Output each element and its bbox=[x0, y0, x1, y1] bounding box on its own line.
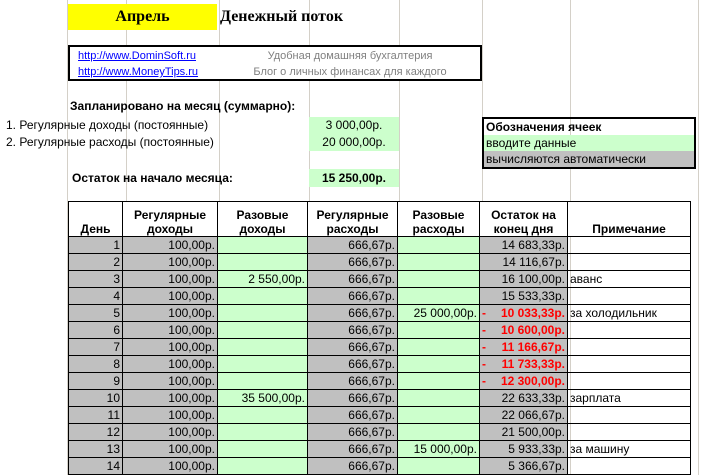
regular-expense-cell[interactable]: 666,67р. bbox=[308, 356, 398, 373]
link-row bbox=[70, 48, 480, 64]
table-row bbox=[69, 441, 691, 458]
onetime-expense-cell[interactable]: 15 000,00р. bbox=[398, 441, 480, 458]
day-cell[interactable]: 4 bbox=[69, 288, 123, 305]
onetime-income-cell[interactable] bbox=[218, 322, 308, 339]
regular-income-cell[interactable]: 100,00р. bbox=[123, 373, 218, 390]
day-cell[interactable]: 11 bbox=[69, 407, 123, 424]
regular-expense-cell[interactable]: 666,67р. bbox=[308, 271, 398, 288]
onetime-income-cell[interactable]: 2 550,00р. bbox=[218, 271, 308, 288]
header-note[interactable]: Примечание bbox=[568, 202, 691, 237]
regular-income-cell[interactable]: 100,00р. bbox=[123, 407, 218, 424]
onetime-income-cell[interactable] bbox=[218, 339, 308, 356]
sheet-title[interactable]: Денежный поток bbox=[220, 8, 344, 25]
table-row bbox=[69, 458, 691, 475]
regular-expense-cell[interactable]: 666,67р. bbox=[308, 322, 398, 339]
table-row bbox=[69, 322, 691, 339]
table-row bbox=[69, 254, 691, 271]
day-cell[interactable]: 13 bbox=[69, 441, 123, 458]
regular-expense-cell[interactable]: 666,67р. bbox=[308, 458, 398, 475]
end-balance-cell[interactable]: 15 533,33р. bbox=[480, 288, 568, 305]
day-cell[interactable]: 10 bbox=[69, 390, 123, 407]
header-regular-expense[interactable]: Регулярные расходы bbox=[308, 202, 398, 237]
note-cell[interactable]: зарплата bbox=[568, 390, 691, 407]
regular-income-cell[interactable]: 100,00р. bbox=[123, 339, 218, 356]
balance-value: 10 033,33р. bbox=[500, 306, 565, 320]
regular-expense-cell[interactable]: 666,67р. bbox=[308, 373, 398, 390]
negative-sign: - bbox=[482, 357, 486, 371]
onetime-expense-cell[interactable] bbox=[398, 322, 480, 339]
onetime-income-cell[interactable] bbox=[218, 288, 308, 305]
end-balance-cell[interactable]: 22 066,67р. bbox=[480, 407, 568, 424]
regular-expense-cell[interactable]: 666,67р. bbox=[308, 305, 398, 322]
table-row bbox=[69, 271, 691, 288]
day-cell[interactable]: 8 bbox=[69, 356, 123, 373]
dominsoft-link[interactable]: http://www.DominSoft.ru bbox=[78, 50, 196, 62]
day-cell[interactable]: 6 bbox=[69, 322, 123, 339]
onetime-expense-cell[interactable] bbox=[398, 407, 480, 424]
balance-value-cell[interactable]: 15 250,00р. bbox=[309, 169, 399, 187]
table-row bbox=[69, 237, 691, 254]
note-cell[interactable] bbox=[568, 254, 691, 271]
table-row bbox=[69, 339, 691, 356]
table-header-row bbox=[69, 202, 691, 237]
regular-income-cell[interactable]: 100,00р. bbox=[123, 322, 218, 339]
onetime-expense-cell[interactable]: 25 000,00р. bbox=[398, 305, 480, 322]
end-balance-cell[interactable] bbox=[480, 322, 568, 339]
onetime-income-cell[interactable] bbox=[218, 305, 308, 322]
table-row bbox=[69, 288, 691, 305]
header-regular-income[interactable]: Регулярные доходы bbox=[123, 202, 218, 237]
end-balance-cell[interactable]: 22 633,33р. bbox=[480, 390, 568, 407]
regular-income-cell[interactable]: 100,00р. bbox=[123, 237, 218, 254]
onetime-income-cell[interactable] bbox=[218, 424, 308, 441]
onetime-expense-cell[interactable] bbox=[398, 288, 480, 305]
note-cell[interactable] bbox=[568, 356, 691, 373]
table-row bbox=[69, 305, 691, 322]
onetime-expense-cell[interactable] bbox=[398, 424, 480, 441]
note-cell[interactable]: аванс bbox=[568, 271, 691, 288]
note-cell[interactable] bbox=[568, 237, 691, 254]
balance-value: 11 733,33р. bbox=[501, 357, 565, 371]
end-balance-cell[interactable]: 14 116,67р. bbox=[480, 254, 568, 271]
legend-auto-cell[interactable]: вычисляются автоматически bbox=[484, 151, 694, 167]
note-cell[interactable] bbox=[568, 373, 691, 390]
onetime-income-cell[interactable] bbox=[218, 356, 308, 373]
table-row bbox=[69, 390, 691, 407]
regular-income-cell[interactable]: 100,00р. bbox=[123, 254, 218, 271]
day-cell[interactable]: 1 bbox=[69, 237, 123, 254]
onetime-income-cell[interactable]: 35 500,00р. bbox=[218, 390, 308, 407]
table-row bbox=[69, 424, 691, 441]
table-row bbox=[69, 407, 691, 424]
note-cell[interactable] bbox=[568, 288, 691, 305]
negative-sign: - bbox=[482, 340, 486, 354]
note-cell[interactable] bbox=[568, 424, 691, 441]
header-day[interactable]: День bbox=[69, 202, 123, 237]
month-title[interactable]: Апрель bbox=[68, 4, 217, 30]
note-cell[interactable]: за машину bbox=[568, 441, 691, 458]
balance-value: 11 166,67р. bbox=[501, 340, 565, 354]
onetime-expense-cell[interactable] bbox=[398, 356, 480, 373]
end-balance-cell[interactable] bbox=[480, 356, 568, 373]
link-description: Блог о личных финансах для каждого bbox=[253, 66, 447, 78]
end-balance-cell[interactable]: 5 366,67р. bbox=[480, 458, 568, 475]
end-balance-cell[interactable]: 16 100,00р. bbox=[480, 271, 568, 288]
onetime-income-cell[interactable] bbox=[218, 407, 308, 424]
onetime-income-cell[interactable] bbox=[218, 237, 308, 254]
onetime-expense-cell[interactable] bbox=[398, 390, 480, 407]
end-balance-cell[interactable] bbox=[480, 339, 568, 356]
regular-expense-cell[interactable]: 666,67р. bbox=[308, 254, 398, 271]
legend-title[interactable]: Обозначения ячеек bbox=[486, 120, 602, 134]
income-label[interactable]: 1. Регулярные доходы (постоянные) bbox=[6, 118, 209, 132]
regular-income-cell[interactable]: 100,00р. bbox=[123, 424, 218, 441]
day-cell[interactable]: 5 bbox=[69, 305, 123, 322]
table-row bbox=[69, 356, 691, 373]
end-balance-cell[interactable]: 14 683,33р. bbox=[480, 237, 568, 254]
end-balance-cell[interactable] bbox=[480, 305, 568, 322]
expense-label[interactable]: 2. Регулярные расходы (постоянные) bbox=[6, 135, 214, 149]
table-row bbox=[69, 373, 691, 390]
day-cell[interactable]: 12 bbox=[69, 424, 123, 441]
regular-income-cell[interactable]: 100,00р. bbox=[123, 305, 218, 322]
legend-box bbox=[482, 117, 696, 169]
header-onetime-expense[interactable]: Разовые расходы bbox=[398, 202, 480, 237]
day-cell[interactable]: 3 bbox=[69, 271, 123, 288]
day-cell[interactable]: 9 bbox=[69, 373, 123, 390]
regular-income-cell[interactable]: 100,00р. bbox=[123, 356, 218, 373]
negative-sign: - bbox=[482, 323, 486, 337]
income-value-cell[interactable]: 3 000,00р. bbox=[309, 117, 399, 134]
onetime-income-cell[interactable] bbox=[218, 373, 308, 390]
onetime-expense-cell[interactable] bbox=[398, 373, 480, 390]
onetime-income-cell[interactable] bbox=[218, 441, 308, 458]
balance-value: 10 600,00р. bbox=[500, 323, 565, 337]
note-cell[interactable] bbox=[568, 339, 691, 356]
note-cell[interactable] bbox=[568, 407, 691, 424]
onetime-expense-cell[interactable] bbox=[398, 237, 480, 254]
regular-expense-cell[interactable]: 666,67р. bbox=[308, 288, 398, 305]
end-balance-cell[interactable]: 21 500,00р. bbox=[480, 424, 568, 441]
onetime-income-cell[interactable] bbox=[218, 458, 308, 475]
regular-expense-cell[interactable]: 666,67р. bbox=[308, 339, 398, 356]
note-cell[interactable] bbox=[568, 322, 691, 339]
header-onetime-income[interactable]: Разовые доходы bbox=[218, 202, 308, 237]
regular-expense-cell[interactable]: 666,67р. bbox=[308, 390, 398, 407]
regular-expense-cell[interactable]: 666,67р. bbox=[308, 424, 398, 441]
onetime-expense-cell[interactable] bbox=[398, 339, 480, 356]
legend-input-cell[interactable]: вводите данные bbox=[484, 135, 694, 151]
day-cell[interactable]: 7 bbox=[69, 339, 123, 356]
regular-expense-cell[interactable]: 666,67р. bbox=[308, 407, 398, 424]
onetime-expense-cell[interactable] bbox=[398, 271, 480, 288]
onetime-income-cell[interactable] bbox=[218, 254, 308, 271]
regular-income-cell[interactable]: 100,00р. bbox=[123, 441, 218, 458]
onetime-expense-cell[interactable] bbox=[398, 458, 480, 475]
onetime-expense-cell[interactable] bbox=[398, 254, 480, 271]
regular-expense-cell[interactable]: 666,67р. bbox=[308, 441, 398, 458]
cashflow-table bbox=[68, 201, 691, 475]
negative-sign: - bbox=[482, 374, 486, 388]
regular-income-cell[interactable]: 100,00р. bbox=[123, 288, 218, 305]
day-cell[interactable]: 2 bbox=[69, 254, 123, 271]
note-cell[interactable] bbox=[568, 458, 691, 475]
end-balance-cell[interactable] bbox=[480, 373, 568, 390]
moneytips-link[interactable]: http://www.MoneyTips.ru bbox=[78, 66, 199, 78]
regular-income-cell[interactable]: 100,00р. bbox=[123, 271, 218, 288]
balance-label[interactable]: Остаток на начало месяца: bbox=[72, 171, 233, 185]
plan-heading[interactable]: Запланировано на месяц (суммарно): bbox=[70, 99, 296, 113]
regular-income-cell[interactable]: 100,00р. bbox=[123, 390, 218, 407]
end-balance-cell[interactable]: 5 933,33р. bbox=[480, 441, 568, 458]
day-cell[interactable]: 14 bbox=[69, 458, 123, 475]
note-cell[interactable]: за холодильник bbox=[568, 305, 691, 322]
negative-sign: - bbox=[482, 306, 486, 320]
link-row bbox=[70, 64, 480, 80]
link-description: Удобная домашняя бухгалтерия bbox=[267, 50, 433, 62]
expense-value-cell[interactable]: 20 000,00р. bbox=[309, 134, 399, 151]
balance-value: 12 300,00р. bbox=[500, 374, 565, 388]
regular-income-cell[interactable]: 100,00р. bbox=[123, 458, 218, 475]
links-box bbox=[68, 45, 482, 81]
header-end-balance[interactable]: Остаток на конец дня bbox=[480, 202, 568, 237]
regular-expense-cell[interactable]: 666,67р. bbox=[308, 237, 398, 254]
